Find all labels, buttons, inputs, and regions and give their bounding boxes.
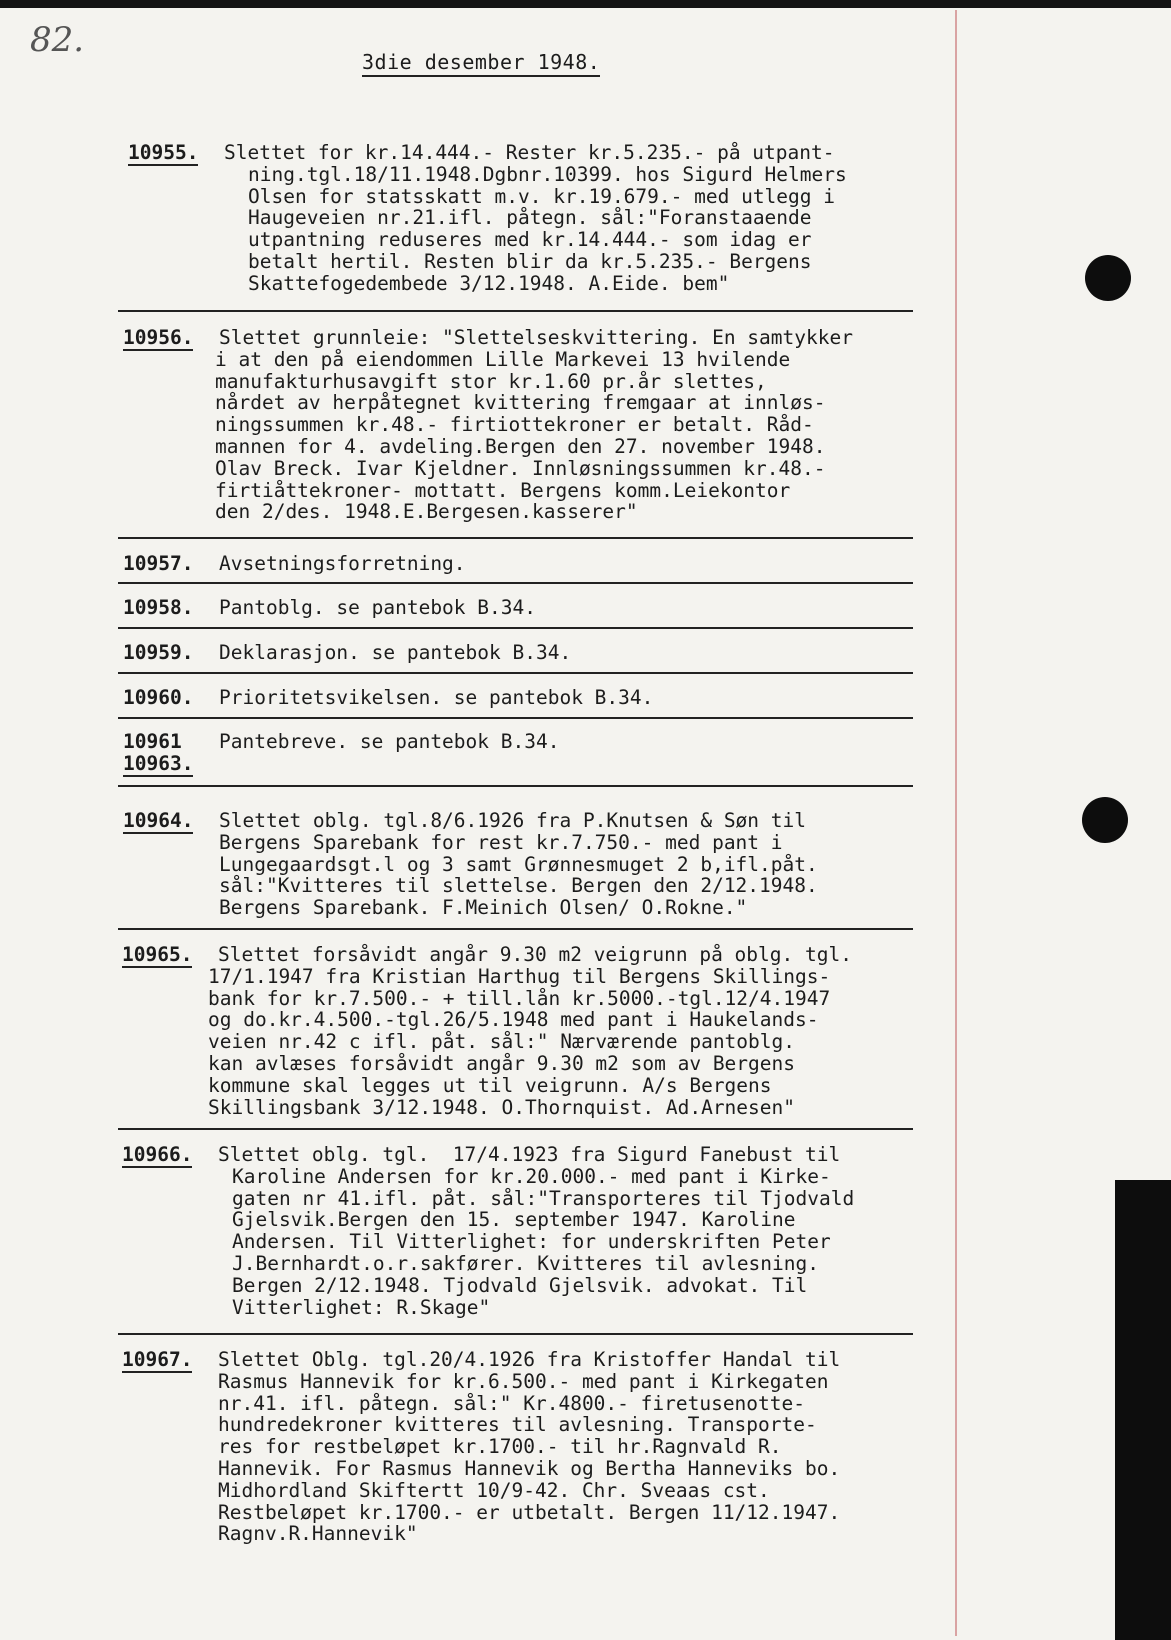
entry-text-line: Skattefogedembede 3/12.1948. A.Eide. bem"	[248, 271, 730, 295]
entry-text-line: ningssummen kr.48.- firtiottekroner er betalt. Råd-	[215, 413, 814, 437]
entry-text-line: Slettet forsåvidt angår 9.30 m2 veigrunn på oblg. tgl.	[218, 943, 852, 966]
entry-text-line: gaten nr 41.ifl. påt. sål:"Transporteres til Tjodvald	[232, 1186, 855, 1210]
entry-text-line: ning.tgl.18/11.1948.Dgbnr.10399. hos Sigurd Helmers	[248, 162, 847, 186]
entry-text-line: Gjelsvik.Bergen den 15. september 1947. Karoline	[232, 1208, 796, 1232]
entry-text-line: Avsetningsforretning.	[219, 552, 466, 575]
entry-number: 10966.	[122, 1143, 193, 1166]
entry-separator-rule	[118, 717, 913, 719]
entry-text-line: utpantning reduseres med kr.14.444.- som idag er	[248, 228, 812, 252]
entry-text-line: bank for kr.7.500.- + till.lån kr.5000.-tgl.12/4.1947	[208, 986, 831, 1010]
entry-number: 10955.	[128, 141, 199, 164]
entry-separator-rule	[118, 627, 913, 629]
entry-text-line: J.Bernhardt.o.r.sakfører. Kvitteres til avlesning.	[232, 1252, 819, 1275]
entry-text-line: 17/1.1947 fra Kristian Harthug til Bergens Skillings-	[208, 964, 831, 988]
entry-number: 10960.	[123, 686, 194, 709]
entry-text-line: Prioritetsvikelsen. se pantebok B.34.	[219, 686, 654, 709]
entry-text-line: Slettet oblg. tgl.8/6.1926 fra P.Knutsen & Søn til	[219, 809, 806, 832]
red-margin-line	[955, 10, 957, 1636]
entry-text-line: Bergens Sparebank. F.Meinich Olsen/ O.Rokne."	[219, 896, 748, 920]
entry-text-line: sål:"Kvitteres til slettelse. Bergen den 2/12.1948.	[219, 874, 818, 898]
entry-text-line: Slettet for kr.14.444.- Rester kr.5.235.- på utpant-	[224, 141, 835, 164]
entry-number: 10964.	[123, 809, 194, 832]
entry-separator-rule	[118, 672, 913, 674]
entry-text-line: Slettet grunnleie: "Slettelseskvittering. En samtykker	[219, 326, 853, 349]
entry-text-line: Bergens Sparebank for rest kr.7.750.- med pant i	[219, 830, 783, 854]
entry-text-line: Vitterlighet: R.Skage"	[232, 1295, 491, 1319]
entry-text-line: Hannevik. For Rasmus Hannevik og Bertha Hanneviks bo.	[218, 1457, 841, 1480]
entry-text-line: Deklarasjon. se pantebok B.34.	[219, 641, 572, 664]
entry-text-line: nr.41. ifl. påtegn. sål:" Kr.4800.- firetusenotte-	[218, 1391, 805, 1415]
scan-top-edge	[0, 0, 1171, 8]
entry-number: 10961	[123, 730, 182, 753]
entry-text-line: Lungegaardsgt.l og 3 samt Grønnesmuget 2 b,ifl.påt.	[219, 852, 818, 876]
entry-text-line: Karoline Andersen for kr.20.000.- med pant i Kirke-	[232, 1164, 831, 1188]
punch-hole-top	[1085, 255, 1131, 301]
entry-number-end: 10963.	[123, 752, 194, 775]
entry-text-line: Andersen. Til Vitterlighet: for underskriften Peter	[232, 1230, 831, 1254]
entry-text-line: Haugeveien nr.21.ifl. påtegn. sål:"Foranstaaende	[248, 206, 812, 230]
entry-number: 10958.	[123, 596, 194, 619]
entry-number: 10965.	[122, 943, 193, 966]
entry-text-line: Olsen for statsskatt m.v. kr.19.679.- med utlegg i	[248, 184, 835, 208]
entry-text-line: mannen for 4. avdeling.Bergen den 27. november 1948.	[215, 435, 826, 458]
entry-text-line: Slettet Oblg. tgl.20/4.1926 fra Kristoffer Handal til	[218, 1348, 841, 1371]
entry-text-line: Slettet oblg. tgl. 17/4.1923 fra Sigurd Fanebust til	[218, 1143, 841, 1166]
entry-text-line: Ragnv.R.Hannevik"	[218, 1522, 418, 1546]
entry-separator-rule	[118, 928, 913, 930]
entry-text-line: firtiåttekroner- mottatt. Bergens komm.Leiekontor	[215, 478, 791, 502]
entry-text-line: betalt hertil. Resten blir da kr.5.235.- Bergens	[248, 250, 812, 273]
page-number: 82.	[30, 20, 85, 60]
entry-text-line: Skillingsbank 3/12.1948. O.Thornquist. Ad.Arnesen"	[208, 1095, 795, 1119]
entry-text-line: kommune skal legges ut til veigrunn. A/s Bergens	[208, 1073, 772, 1097]
entry-text-line: hundredekroner kvitteres til avlesning. Transporte-	[218, 1413, 817, 1437]
entry-number: 10959.	[123, 641, 194, 664]
entry-separator-rule	[118, 785, 913, 787]
entry-separator-rule	[118, 310, 913, 312]
entry-text-line: res for restbeløpet kr.1700.- til hr.Ragnvald R.	[218, 1435, 782, 1459]
entry-number: 10956.	[123, 326, 194, 349]
entry-text-line: nårdet av herpåtegnet kvittering fremgaar at innløs-	[215, 391, 826, 415]
date-heading: 3die desember 1948.	[362, 50, 600, 77]
entry-text-line: den 2/des. 1948.E.Bergesen.kasserer"	[215, 500, 638, 524]
entry-text-line: i at den på eiendommen Lille Markevei 13 hvilende	[215, 347, 791, 371]
entry-text-line: Olav Breck. Ivar Kjeldner. Innløsningssummen kr.48.-	[215, 456, 826, 480]
entry-separator-rule	[118, 1333, 913, 1335]
punch-hole-bottom	[1082, 797, 1128, 843]
entry-separator-rule	[118, 1128, 913, 1130]
entry-separator-rule	[118, 582, 913, 584]
entry-text-line: Bergen 2/12.1948. Tjodvald Gjelsvik. advokat. Til	[232, 1273, 808, 1297]
entry-text-line: Midhordland Skiftertt 10/9-42. Chr. Sveaas cst.	[218, 1478, 770, 1502]
entry-text-line: Rasmus Hannevik for kr.6.500.- med pant i Kirkegaten	[218, 1369, 829, 1393]
entry-text-line: kan avlæses forsåvidt angår 9.30 m2 som av Bergens	[208, 1052, 795, 1075]
entry-text-line: manufakturhusavgift stor kr.1.60 pr.år slettes,	[215, 369, 767, 393]
entry-separator-rule	[118, 537, 913, 539]
entry-text-line: Pantoblg. se pantebok B.34.	[219, 596, 536, 619]
entry-text-line: og do.kr.4.500.-tgl.26/5.1948 med pant i Haukelands-	[208, 1008, 819, 1032]
entry-text-line: Pantebreve. se pantebok B.34.	[219, 730, 560, 753]
entry-number: 10957.	[123, 552, 194, 575]
entry-text-line: Restbeløpet kr.1700.- er utbetalt. Bergen 11/12.1947.	[218, 1500, 841, 1524]
entry-number: 10967.	[122, 1348, 193, 1371]
entry-text-line: veien nr.42 c ifl. påt. sål:" Nærværende pantoblg.	[208, 1030, 795, 1054]
binding-edge	[1115, 1180, 1171, 1640]
